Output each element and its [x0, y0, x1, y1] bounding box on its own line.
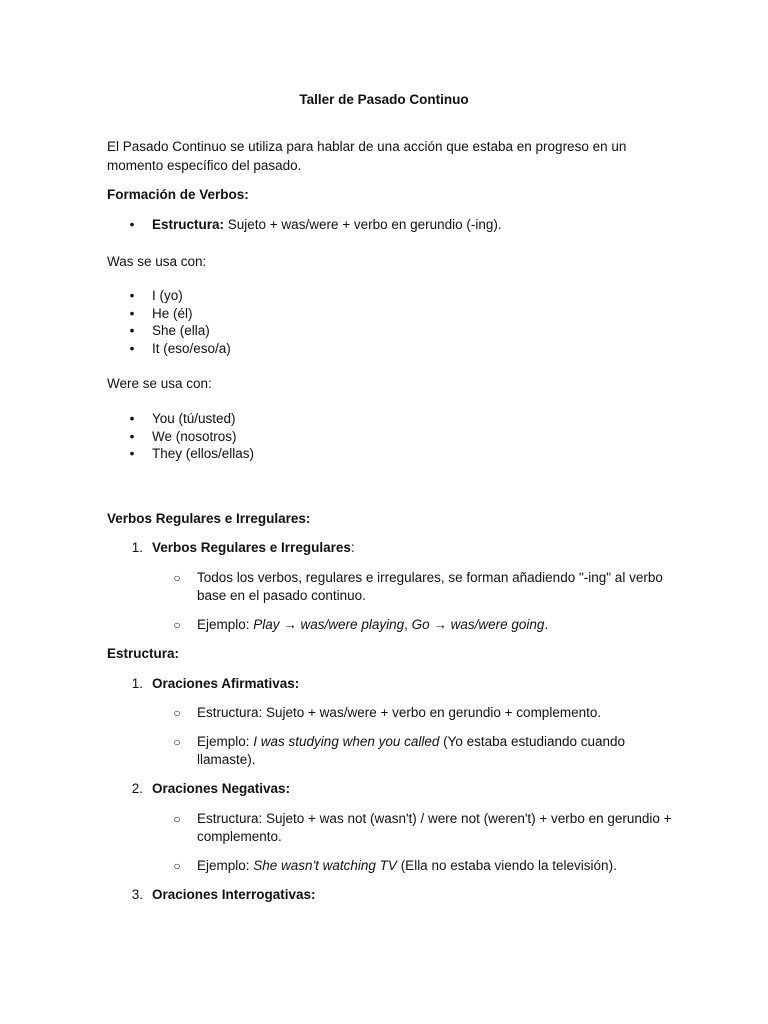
- verbs-item-1: [152, 539, 355, 557]
- circle-bullet-icon: ○: [173, 812, 181, 826]
- verbs-sub-1-line-2: base en el pasado continuo.: [197, 588, 366, 603]
- list-item: They (ellos/ellas): [152, 446, 255, 461]
- afirmativas-example-line-2: llamaste).: [197, 752, 256, 767]
- list-item: You (tú/usted): [152, 411, 236, 426]
- intro-line-2: momento específico del pasado.: [107, 158, 302, 173]
- verbs-heading: Verbos Regulares e Irregulares:: [107, 511, 311, 526]
- circle-bullet-icon: ○: [173, 618, 181, 632]
- bullet-icon: •: [129, 323, 135, 338]
- example-sentence: I was studying when you called: [253, 734, 440, 749]
- bullet-icon: •: [129, 341, 135, 356]
- bullet-icon: •: [129, 411, 135, 426]
- example-sentence: She wasn't watching TV: [253, 858, 397, 873]
- bullet-icon: •: [129, 306, 135, 321]
- negativas-example: [197, 857, 617, 875]
- circle-bullet-icon: ○: [173, 859, 181, 873]
- list-number: 1.: [131, 676, 143, 691]
- intro-line-1: El Pasado Continuo se utiliza para hablar de una acción que estaba en progreso en un: [107, 139, 627, 154]
- example-prefix: Ejemplo:: [197, 858, 254, 873]
- list-item: I (yo): [152, 288, 183, 303]
- list-item: She (ella): [152, 323, 210, 338]
- negativas-label: Oraciones Negativas:: [152, 781, 291, 796]
- afirmativas-structure: Estructura: Sujeto + was/were + verbo en gerundio + complemento.: [197, 705, 602, 720]
- list-number: 2.: [131, 781, 143, 796]
- circle-bullet-icon: ○: [173, 571, 181, 585]
- estructura-heading: Estructura:: [107, 646, 180, 661]
- example-go: Go → was/were going: [411, 617, 545, 632]
- list-item: He (él): [152, 306, 193, 321]
- example-separator: ,: [404, 617, 412, 632]
- were-label: Were se usa con:: [107, 376, 212, 391]
- verbs-sub-2: [197, 616, 548, 634]
- verbs-item-1-colon: :: [350, 540, 355, 555]
- bullet-icon: •: [129, 429, 135, 444]
- negativas-structure-line-1: Estructura: Sujeto + was not (wasn't) / were not (weren't) + verbo en gerundio +: [197, 811, 672, 826]
- list-number: 1.: [131, 540, 143, 555]
- bullet-icon: •: [129, 217, 135, 232]
- verbs-sub-1-line-1: Todos los verbos, regulares e irregulares, se forman añadiendo "-ing" al verbo: [197, 570, 663, 585]
- afirmativas-example: [197, 733, 625, 751]
- structure-label: Estructura:: [152, 217, 225, 232]
- structure-text: Sujeto + was/were + verbo en gerundio (-ing).: [224, 217, 502, 232]
- example-end: .: [544, 617, 549, 632]
- verbs-item-1-label: Verbos Regulares e Irregulares: [152, 540, 351, 555]
- was-label: Was se usa con:: [107, 254, 207, 269]
- negativas-structure-line-2: complemento.: [197, 829, 282, 844]
- example-prefix: Ejemplo:: [197, 734, 254, 749]
- formation-heading: Formación de Verbos:: [107, 187, 249, 202]
- list-number: 3.: [131, 887, 143, 902]
- formation-structure: [152, 216, 502, 234]
- list-item: We (nosotros): [152, 429, 237, 444]
- bullet-icon: •: [129, 446, 135, 461]
- afirmativas-label: Oraciones Afirmativas:: [152, 676, 300, 691]
- example-translation: (Ella no estaba viendo la televisión).: [396, 858, 617, 873]
- bullet-icon: •: [129, 288, 135, 303]
- example-translation: (Yo estaba estudiando cuando: [439, 734, 626, 749]
- document-title: Taller de Pasado Continuo: [299, 92, 469, 107]
- example-prefix: Ejemplo:: [197, 617, 254, 632]
- interrogativas-label: Oraciones Interrogativas:: [152, 887, 316, 902]
- list-item: It (eso/eso/a): [152, 341, 231, 356]
- example-play: Play → was/were playing: [253, 617, 405, 632]
- circle-bullet-icon: ○: [173, 706, 181, 720]
- circle-bullet-icon: ○: [173, 735, 181, 749]
